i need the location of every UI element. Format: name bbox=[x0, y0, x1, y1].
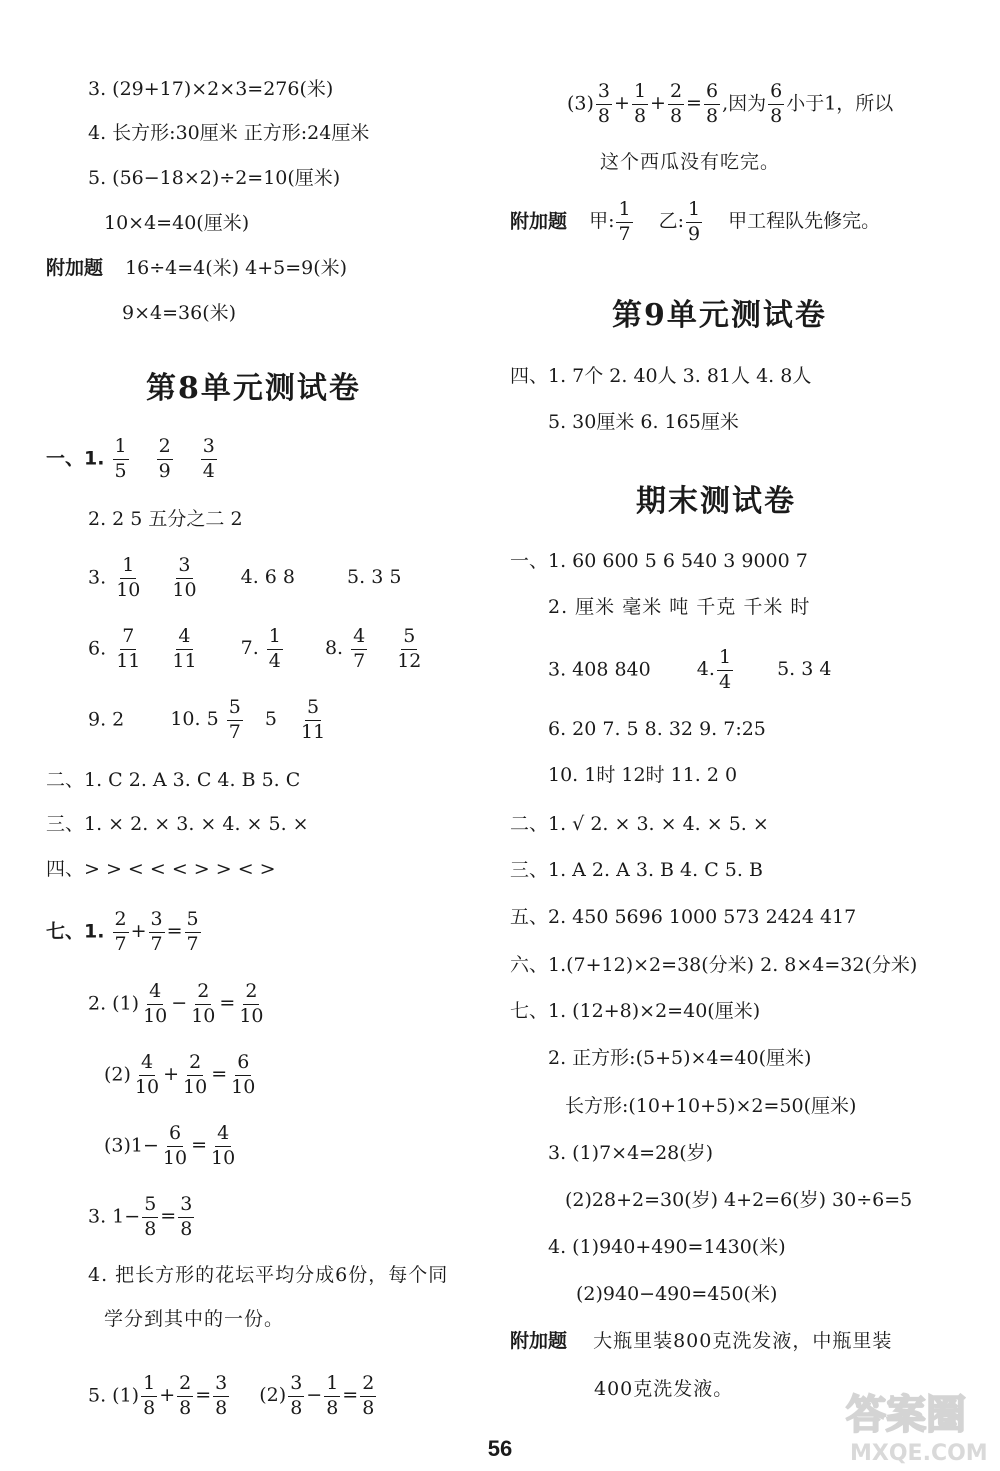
fraction-numerator: 1 bbox=[632, 82, 648, 105]
final-sec6: 六、1.(7+12)×2=38(分米) 2. 8×4=32(分米) bbox=[510, 954, 918, 976]
fraction-numerator: 3 bbox=[201, 437, 217, 460]
fraction-denominator: 10 bbox=[191, 1004, 216, 1027]
sec1-q7-fraction bbox=[265, 625, 285, 672]
final-sec7-q2-rectangle: 长方形:(10+10+5)×2=50(厘米) bbox=[565, 1095, 857, 1117]
fraction bbox=[133, 1053, 161, 1098]
fraction-numerator: 4 bbox=[147, 982, 163, 1005]
unit9-line-2: 5. 30厘米 6. 165厘米 bbox=[548, 411, 739, 433]
operator: = bbox=[219, 992, 236, 1015]
sec7-q5-2-expr bbox=[286, 1372, 378, 1419]
fraction-denominator: 10 bbox=[134, 1075, 160, 1098]
sec1-q7-label: 7. bbox=[240, 637, 259, 660]
fraction-numerator: 2 bbox=[243, 982, 259, 1005]
final-sec1-q1: 一、1. 60 600 5 6 540 3 9000 7 bbox=[510, 550, 808, 572]
final-sec1-q6-9: 6. 20 7. 5 8. 32 9. 7:25 bbox=[548, 718, 766, 740]
sec1-q6-fractions bbox=[112, 625, 200, 672]
sec7-q3-label: 3. 1− bbox=[88, 1205, 141, 1228]
fraction-numerator: 6 bbox=[167, 1124, 183, 1147]
fraction-numerator: 2 bbox=[195, 982, 211, 1005]
fraction-numerator: 4 bbox=[215, 1124, 231, 1147]
fraction bbox=[185, 910, 201, 955]
fraction-numerator: 1 bbox=[141, 1374, 157, 1397]
fraction bbox=[170, 627, 198, 672]
fraction bbox=[267, 627, 283, 672]
fraction bbox=[189, 982, 217, 1027]
left-line-4: 10×4=40(厘米) bbox=[104, 212, 250, 234]
fraction-denominator: 10 bbox=[183, 1075, 208, 1098]
fraction bbox=[141, 982, 169, 1027]
extra-question-2-answer: 甲工程队先修完。 bbox=[728, 210, 881, 233]
final-sec7-q3-2: (2)28+2=30(岁) 4+2=6(岁) 30÷6=5 bbox=[565, 1189, 913, 1211]
sec1-q10-fraction-1 bbox=[225, 696, 245, 743]
fraction-numerator: 3 bbox=[596, 82, 612, 105]
fraction bbox=[201, 437, 217, 482]
fraction-numerator: 1 bbox=[717, 648, 733, 671]
fraction-numerator: 3 bbox=[176, 556, 192, 579]
fraction bbox=[616, 200, 632, 245]
final-sec3: 三、1. A 2. A 3. B 4. C 5. B bbox=[510, 859, 763, 881]
fraction-denominator: 8 bbox=[597, 104, 611, 127]
fraction bbox=[704, 82, 720, 127]
operator: + bbox=[650, 92, 666, 115]
sec7-label: 七、1. bbox=[46, 920, 105, 943]
fraction bbox=[668, 82, 684, 127]
fraction bbox=[209, 1124, 237, 1169]
sec1-q2: 2. 2 5 五分之二 2 bbox=[88, 508, 243, 530]
fraction-numerator: 5 bbox=[142, 1195, 158, 1218]
fraction bbox=[161, 1124, 189, 1169]
fraction-denominator: 8 bbox=[326, 1396, 339, 1419]
fraction-denominator: 10 bbox=[162, 1146, 188, 1169]
right-q3-line-2: 这个西瓜没有吃完。 bbox=[600, 151, 781, 173]
fraction-denominator: 11 bbox=[172, 649, 197, 672]
fraction-numerator: 3 bbox=[288, 1374, 304, 1397]
fraction-numerator: 5 bbox=[305, 698, 321, 721]
sec7-q2-3 bbox=[104, 1124, 239, 1169]
final-sec7-q4-1: 4. (1)940+490=1430(米) bbox=[548, 1236, 786, 1258]
operator: + bbox=[614, 92, 630, 115]
final-sec1-q4-fraction bbox=[715, 646, 735, 693]
fraction-denominator: 9 bbox=[158, 459, 171, 482]
fraction-denominator: 10 bbox=[239, 1004, 264, 1027]
fraction bbox=[686, 200, 702, 245]
sec7-q3-expr bbox=[140, 1193, 196, 1240]
fraction bbox=[114, 556, 142, 601]
sec7-q5-2-label: (2) bbox=[259, 1384, 287, 1407]
final-sec1-q5: 5. 3 4 bbox=[777, 658, 832, 681]
fraction-denominator: 8 bbox=[215, 1396, 228, 1419]
fraction bbox=[632, 82, 648, 127]
page-number: 56 bbox=[487, 1436, 513, 1461]
fraction bbox=[351, 627, 367, 672]
fraction-numerator: 2 bbox=[113, 910, 129, 933]
sec1-q8-fractions bbox=[349, 625, 425, 672]
fraction-denominator: 8 bbox=[179, 1396, 192, 1419]
sec1-q8-label: 8. bbox=[324, 637, 344, 660]
final-sec7-q3-1: 3. (1)7×4=28(岁) bbox=[548, 1142, 714, 1164]
sec1-q10-label: 10. 5 bbox=[170, 708, 219, 731]
fraction-numerator: 1 bbox=[616, 200, 632, 223]
fraction-denominator: 7 bbox=[618, 222, 631, 245]
fraction-numerator: 4 bbox=[176, 627, 192, 650]
sec1-q6-8 bbox=[88, 627, 425, 672]
sec1-q5: 5. 3 5 bbox=[347, 566, 402, 589]
fraction-denominator: 8 bbox=[669, 104, 683, 127]
fraction-denominator: 8 bbox=[770, 104, 783, 127]
fraction bbox=[178, 1195, 194, 1240]
fraction-denominator: 8 bbox=[180, 1217, 193, 1240]
fraction bbox=[181, 1053, 209, 1098]
fraction-denominator: 8 bbox=[362, 1396, 375, 1419]
left-line-1: 3. (29+17)×2×3=276(米) bbox=[88, 78, 334, 100]
sec7-q2-2-label: (2) bbox=[104, 1063, 131, 1086]
operator: = bbox=[191, 1134, 208, 1157]
sec7-q5 bbox=[88, 1374, 378, 1419]
fraction-numerator: 2 bbox=[157, 437, 173, 460]
fraction-numerator: 4 bbox=[351, 627, 367, 650]
fraction-numerator: 2 bbox=[187, 1053, 203, 1076]
fraction-numerator: 5 bbox=[185, 910, 201, 933]
fraction-denominator: 7 bbox=[353, 649, 366, 672]
sec7-q2-3-label: (3)1− bbox=[104, 1134, 159, 1157]
extra-question-2-jia: 甲: bbox=[589, 210, 615, 233]
operator: − bbox=[171, 992, 188, 1015]
unit-8-heading: 第8单元测试卷 bbox=[146, 371, 361, 406]
fraction-denominator: 8 bbox=[144, 1217, 157, 1240]
fraction-denominator: 5 bbox=[114, 459, 127, 482]
sec1-q10-fraction-2 bbox=[297, 696, 329, 743]
fraction bbox=[213, 1374, 229, 1419]
final-sec5: 五、2. 450 5696 1000 573 2424 417 bbox=[510, 906, 857, 928]
fraction-numerator: 6 bbox=[235, 1053, 251, 1076]
sec1-q9: 9. 2 bbox=[88, 708, 125, 731]
sec1-q1 bbox=[46, 437, 219, 482]
fraction-denominator: 4 bbox=[268, 649, 281, 672]
sec1-q3-label: 3. bbox=[88, 566, 107, 589]
fraction-denominator: 4 bbox=[202, 459, 215, 482]
extra-question-1 bbox=[46, 259, 347, 278]
fraction-numerator: 3 bbox=[149, 910, 165, 933]
sec1-q3-fractions bbox=[112, 554, 200, 601]
sec7-q2-1-label: 2. (1) bbox=[88, 992, 140, 1015]
extra-question-2-jia-fraction bbox=[614, 198, 634, 245]
final-sec7-q4-2: (2)940−490=450(米) bbox=[576, 1283, 778, 1305]
operator: = bbox=[160, 1205, 177, 1228]
sec1-q3-5 bbox=[88, 556, 401, 601]
fraction-denominator: 9 bbox=[688, 222, 701, 245]
fraction-denominator: 7 bbox=[114, 932, 127, 955]
operator: + bbox=[159, 1384, 176, 1407]
sec7-q1 bbox=[46, 910, 203, 955]
extra-question-3 bbox=[510, 1332, 892, 1351]
fraction bbox=[768, 82, 784, 127]
fraction bbox=[149, 910, 165, 955]
sec1-q1-fractions bbox=[111, 435, 219, 482]
sec3: 三、1. × 2. × 3. × 4. × 5. × bbox=[46, 813, 309, 835]
fraction bbox=[157, 437, 173, 482]
fraction-numerator: 1 bbox=[120, 556, 136, 579]
fraction-numerator: 6 bbox=[768, 82, 784, 105]
watermark-text: 答案圈 bbox=[846, 1392, 966, 1438]
fraction-numerator: 5 bbox=[227, 698, 243, 721]
fraction-numerator: 2 bbox=[360, 1374, 376, 1397]
watermark-logo bbox=[840, 1380, 990, 1465]
sec7-q1-expr bbox=[111, 908, 203, 955]
fraction bbox=[114, 627, 142, 672]
fraction bbox=[227, 698, 243, 743]
fraction bbox=[237, 982, 265, 1027]
final-sec2: 二、1. √ 2. × 3. × 4. × 5. × bbox=[510, 813, 769, 835]
fraction-denominator: 8 bbox=[143, 1396, 156, 1419]
sec1-q4: 4. 6 8 bbox=[240, 566, 295, 589]
fraction bbox=[142, 1195, 158, 1240]
fraction bbox=[717, 648, 733, 693]
fraction-denominator: 10 bbox=[116, 578, 141, 601]
fraction-denominator: 12 bbox=[397, 649, 422, 672]
operator: = bbox=[211, 1063, 228, 1086]
fraction-numerator: 3 bbox=[213, 1374, 229, 1397]
extra-question-2 bbox=[510, 200, 880, 245]
fraction bbox=[360, 1374, 376, 1419]
extra-question-2-yi: 乙: bbox=[658, 210, 685, 233]
fraction-denominator: 11 bbox=[301, 720, 326, 743]
sec7-q4-line-2: 学分到其中的一份。 bbox=[104, 1308, 285, 1330]
fraction-numerator: 4 bbox=[139, 1053, 155, 1076]
extra-question-3-label: 附加题 bbox=[510, 1330, 568, 1352]
sec2: 二、1. C 2. A 3. C 4. B 5. C bbox=[46, 769, 301, 791]
fraction-denominator: 10 bbox=[172, 578, 197, 601]
operator: + bbox=[163, 1063, 180, 1086]
final-sec1-q3: 3. 408 840 bbox=[548, 658, 651, 681]
extra-question-text: 16÷4=4(米) 4+5=9(米) bbox=[125, 257, 348, 279]
sec7-q2-3-expr bbox=[159, 1122, 239, 1169]
fraction bbox=[141, 1374, 157, 1419]
right-q3 bbox=[567, 82, 893, 127]
sec7-q5-label: 5. (1) bbox=[88, 1384, 140, 1407]
sec7-q5-1-expr bbox=[139, 1372, 231, 1419]
fraction bbox=[324, 1374, 340, 1419]
operator: = bbox=[195, 1384, 212, 1407]
final-sec7-q2-square: 2. 正方形:(5+5)×4=40(厘米) bbox=[548, 1047, 812, 1069]
fraction-denominator: 10 bbox=[143, 1004, 168, 1027]
left-line-2: 4. 长方形:30厘米 正方形:24厘米 bbox=[88, 122, 370, 144]
fraction-numerator: 1 bbox=[113, 437, 129, 460]
fraction bbox=[113, 910, 129, 955]
fraction bbox=[596, 82, 612, 127]
final-test-heading: 期末测试卷 bbox=[636, 484, 796, 519]
extra-question-2-label: 附加题 bbox=[510, 210, 568, 233]
extra-question-3-line-1: 大瓶里装800克洗发液，中瓶里装 bbox=[593, 1330, 893, 1352]
operator: = bbox=[342, 1384, 359, 1407]
fraction-numerator: 1 bbox=[324, 1374, 340, 1397]
sec1-q9-10 bbox=[88, 698, 329, 743]
sec1-q10-mid: 5 bbox=[264, 708, 277, 731]
operator: − bbox=[306, 1384, 323, 1407]
right-q3-expr bbox=[594, 80, 722, 127]
fraction bbox=[299, 698, 327, 743]
final-sec1-q4-label: 4. bbox=[696, 658, 715, 681]
unit9-line-1: 四、1. 7个 2. 40人 3. 81人 4. 8人 bbox=[510, 365, 812, 387]
sec1-q6-label: 6. bbox=[88, 637, 107, 660]
unit-9-heading: 第9单元测试卷 bbox=[612, 298, 827, 333]
sec4: 四、> > < < < > > < > bbox=[46, 858, 276, 880]
fraction-numerator: 7 bbox=[120, 627, 136, 650]
fraction-numerator: 1 bbox=[686, 200, 702, 223]
sec7-q2-2-expr bbox=[131, 1051, 259, 1098]
watermark-url: MXQE.COM bbox=[850, 1441, 988, 1465]
fraction-numerator: 2 bbox=[177, 1374, 193, 1397]
left-line-3: 5. (56−18×2)÷2=10(厘米) bbox=[88, 167, 341, 189]
fraction bbox=[170, 556, 198, 601]
fraction-denominator: 10 bbox=[211, 1146, 236, 1169]
final-sec7-q1: 七、1. (12+8)×2=40(厘米) bbox=[510, 1000, 761, 1022]
operator: = bbox=[686, 92, 702, 115]
fraction-denominator: 7 bbox=[228, 720, 241, 743]
operator: + bbox=[130, 920, 147, 943]
fraction bbox=[395, 627, 423, 672]
final-sec1-q2: 2. 厘米 毫米 吨 千克 千米 时 bbox=[548, 596, 811, 618]
sec7-q4-line-1: 4. 把长方形的花坛平均分成6份，每个同 bbox=[88, 1264, 449, 1286]
fraction bbox=[113, 437, 129, 482]
right-q3-because: ,因为 bbox=[722, 92, 767, 115]
fraction-denominator: 10 bbox=[231, 1075, 256, 1098]
final-sec1-q3-5 bbox=[548, 648, 831, 693]
sec1-label: 一、1. bbox=[46, 447, 105, 470]
right-q3-label: (3) bbox=[567, 92, 594, 115]
sec7-q2-1 bbox=[88, 982, 268, 1027]
extra-question-1-line-2: 9×4=36(米) bbox=[122, 302, 237, 324]
fraction bbox=[229, 1053, 257, 1098]
fraction-numerator: 5 bbox=[401, 627, 417, 650]
fraction-numerator: 1 bbox=[267, 627, 283, 650]
fraction bbox=[177, 1374, 193, 1419]
right-q3-fraction bbox=[766, 80, 786, 127]
fraction-denominator: 8 bbox=[290, 1396, 303, 1419]
extra-question-3-line-2: 400克洗发液。 bbox=[594, 1378, 734, 1400]
final-sec1-q10-11: 10. 1时 12时 11. 2 0 bbox=[548, 764, 738, 786]
fraction-denominator: 8 bbox=[705, 104, 719, 127]
extra-question-2-yi-fraction bbox=[684, 198, 704, 245]
fraction-numerator: 3 bbox=[178, 1195, 194, 1218]
fraction-denominator: 7 bbox=[186, 932, 199, 955]
fraction-numerator: 6 bbox=[704, 82, 720, 105]
sec7-q2-2 bbox=[104, 1053, 259, 1098]
fraction-denominator: 4 bbox=[718, 670, 732, 693]
operator: = bbox=[166, 920, 183, 943]
fraction bbox=[288, 1374, 304, 1419]
fraction-numerator: 2 bbox=[668, 82, 684, 105]
fraction-denominator: 11 bbox=[116, 649, 141, 672]
fraction-denominator: 8 bbox=[633, 104, 647, 127]
right-q3-conclusion: 小于1，所以 bbox=[786, 92, 894, 115]
sec7-q3 bbox=[88, 1195, 196, 1240]
sec7-q2-1-expr bbox=[139, 980, 267, 1027]
fraction-denominator: 7 bbox=[150, 932, 163, 955]
extra-question-label: 附加题 bbox=[46, 257, 104, 279]
